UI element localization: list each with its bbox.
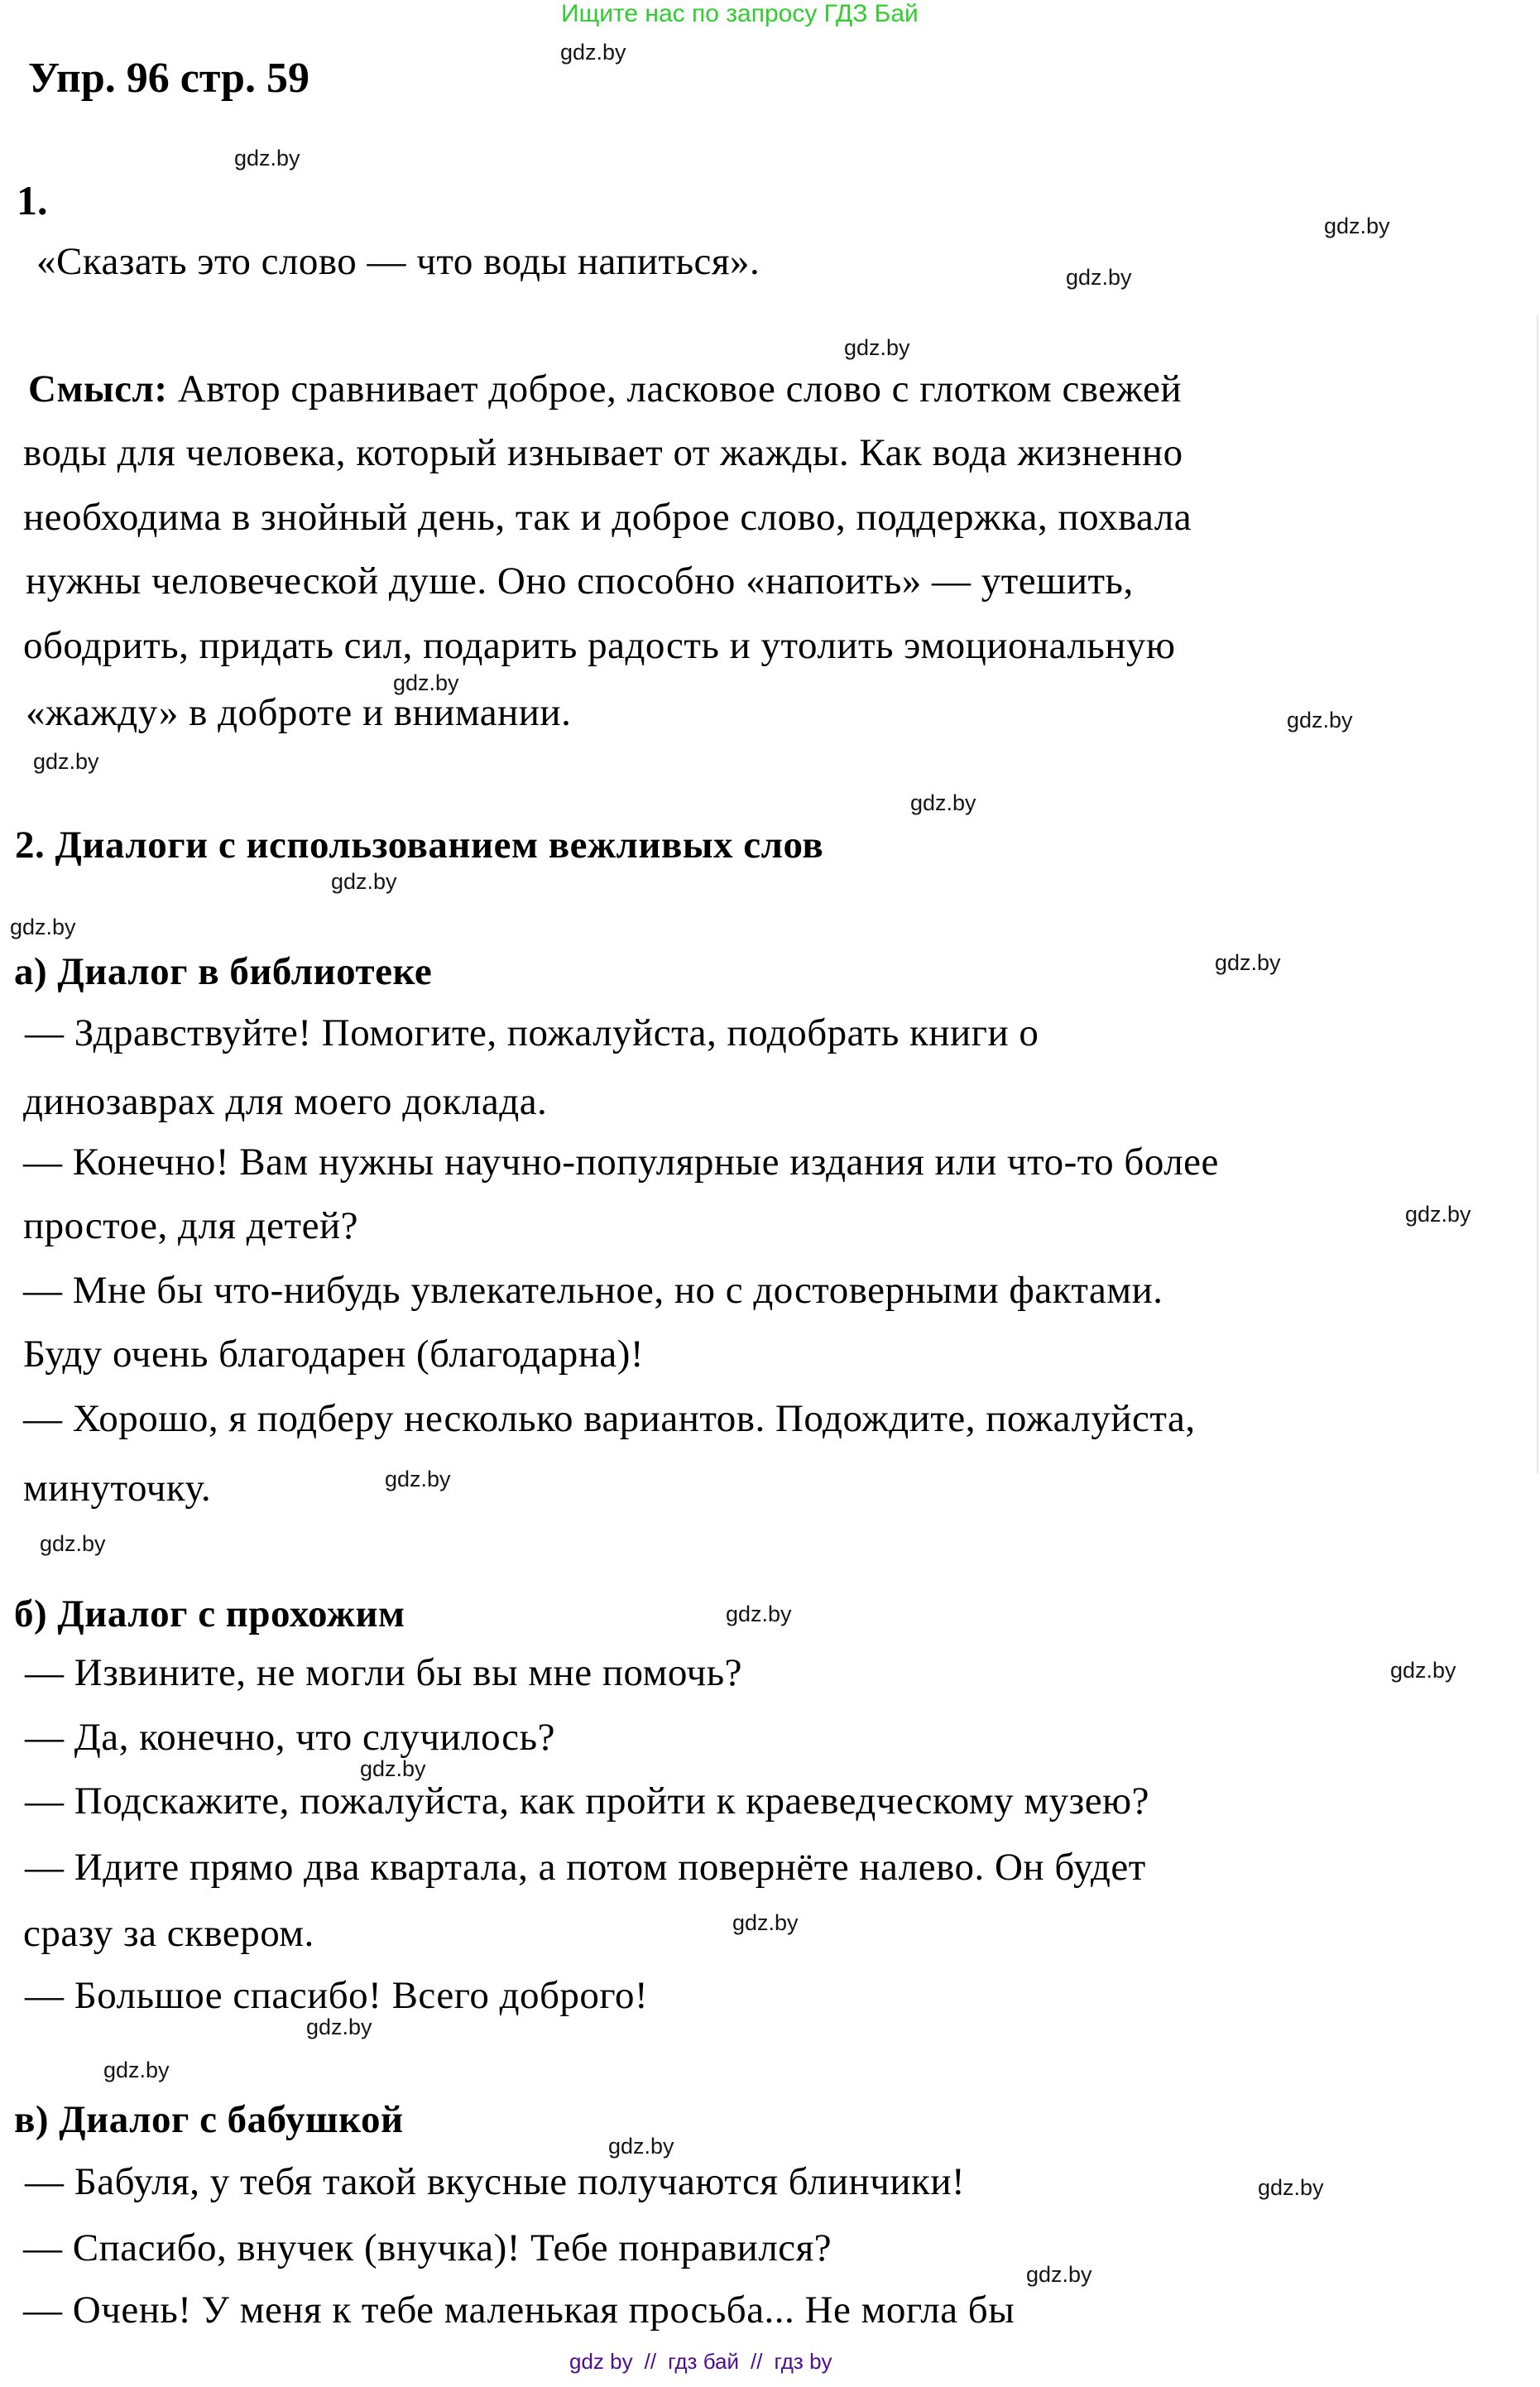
gdzby-watermark: gdz.by <box>103 2058 170 2082</box>
gdzby-watermark: gdz.by <box>608 2134 674 2159</box>
dialog-a-line: — Мне бы что-нибудь увлекательное, но с достоверными фактами. <box>23 1269 1163 1312</box>
footer-links <box>569 2349 832 2375</box>
gdzby-watermark: gdz.by <box>1026 2262 1092 2287</box>
dialog-c-line: — Бабуля, у тебя такой вкусные получаются блинчики! <box>25 2160 966 2203</box>
footer-separator: // <box>644 2349 657 2374</box>
meaning-line: необходима в знойный день, так и доброе слово, поддержка, похвала <box>23 496 1192 539</box>
footer-link-gdz-by-2[interactable]: гдз by <box>774 2349 832 2374</box>
gdzby-watermark: gdz.by <box>393 670 459 695</box>
gdzby-watermark: gdz.by <box>1215 950 1281 975</box>
dialog-c-heading: в) Диалог с бабушкой <box>14 2098 404 2141</box>
gdzby-watermark: gdz.by <box>1287 708 1353 732</box>
gdzby-watermark: gdz.by <box>306 2015 372 2039</box>
footer-separator: // <box>750 2349 763 2374</box>
gdzby-watermark: gdz.by <box>331 869 397 894</box>
scan-edge-artifact <box>1537 315 1538 1473</box>
gdzby-watermark: gdz.by <box>910 790 976 815</box>
gdzby-watermark: gdz.by <box>234 146 300 170</box>
page-title: Упр. 96 стр. 59 <box>28 55 309 102</box>
gdzby-watermark: gdz.by <box>360 1756 426 1781</box>
meaning-line: воды для человека, который изнывает от жажды. Как вода жизненно <box>23 431 1183 474</box>
gdzby-watermark: gdz.by <box>726 1602 792 1626</box>
dialog-b-line: — Извините, не могли бы вы мне помочь? <box>25 1651 743 1694</box>
meaning-label: Смысл: <box>28 367 168 411</box>
dialog-a-line: динозаврах для моего доклада. <box>23 1080 548 1123</box>
gdzby-watermark: gdz.by <box>1405 1202 1471 1227</box>
meaning-line: ободрить, придать сил, подарить радость и утолить эмоциональную <box>23 624 1176 667</box>
dialog-c-line: — Спасибо, внучек (внучка)! Тебе понравился? <box>23 2226 832 2269</box>
footer-link-gdz-by[interactable]: gdz by <box>569 2349 633 2374</box>
dialog-a-heading: а) Диалог в библиотеке <box>14 950 433 993</box>
footer-link-gdz-bai[interactable]: гдз бай <box>668 2349 739 2374</box>
quote-line: «Сказать это слово — что воды напиться». <box>36 240 760 283</box>
dialog-a-line: — Здравствуйте! Помогите, пожалуйста, подобрать книги о <box>25 1011 1039 1054</box>
dialog-a-line: простое, для детей? <box>23 1204 358 1247</box>
gdzby-watermark: gdz.by <box>10 915 76 939</box>
dialog-c-line: — Очень! У меня к тебе маленькая просьба... Не могла бы <box>23 2289 1015 2332</box>
meaning-line: нужны человеческой душе. Оно способно «напоить» — утешить, <box>26 560 1134 603</box>
gdzby-watermark: gdz.by <box>1258 2175 1324 2200</box>
dialog-b-line: — Подскажите, пожалуйста, как пройти к краеведческому музею? <box>25 1779 1150 1823</box>
dialog-b-line: — Большое спасибо! Всего доброго! <box>25 1974 649 2017</box>
gdzby-watermark: gdz.by <box>1390 1658 1456 1683</box>
gdzby-watermark: gdz.by <box>844 335 910 360</box>
dialog-a-line: минуточку. <box>23 1467 212 1510</box>
dialog-b-line: — Да, конечно, что случилось? <box>25 1716 555 1759</box>
dialog-b-heading: б) Диалог с прохожим <box>14 1592 405 1635</box>
meaning-line <box>28 367 1182 411</box>
gdzby-watermark: gdz.by <box>560 40 626 65</box>
meaning-line: «жажду» в доброте и внимании. <box>26 691 572 734</box>
gdzby-watermark: gdz.by <box>1066 265 1132 290</box>
gdzby-watermark: gdz.by <box>1324 214 1390 238</box>
dialog-a-line: — Конечно! Вам нужны научно-популярные издания или что-то более <box>23 1141 1219 1184</box>
promo-banner: Ищите нас по запросу ГДЗ Бай <box>561 0 919 27</box>
dialog-b-line: сразу за сквером. <box>23 1912 314 1955</box>
task-2-heading: 2. Диалоги с использованием вежливых слов <box>15 824 824 867</box>
meaning-line-text: Автор сравнивает доброе, ласковое слово с глотком свежей <box>167 367 1183 411</box>
gdzby-watermark: gdz.by <box>732 1910 799 1935</box>
dialog-a-line: Буду очень благодарен (благодарна)! <box>23 1333 645 1376</box>
gdzby-watermark: gdz.by <box>385 1467 451 1491</box>
gdzby-watermark: gdz.by <box>40 1531 106 1556</box>
dialog-b-line: — Идите прямо два квартала, а потом повернёте налево. Он будет <box>25 1846 1146 1889</box>
gdzby-watermark: gdz.by <box>33 749 99 774</box>
task-1-number: 1. <box>17 177 48 223</box>
dialog-a-line: — Хорошо, я подберу несколько вариантов. Подождите, пожалуйста, <box>23 1397 1196 1440</box>
